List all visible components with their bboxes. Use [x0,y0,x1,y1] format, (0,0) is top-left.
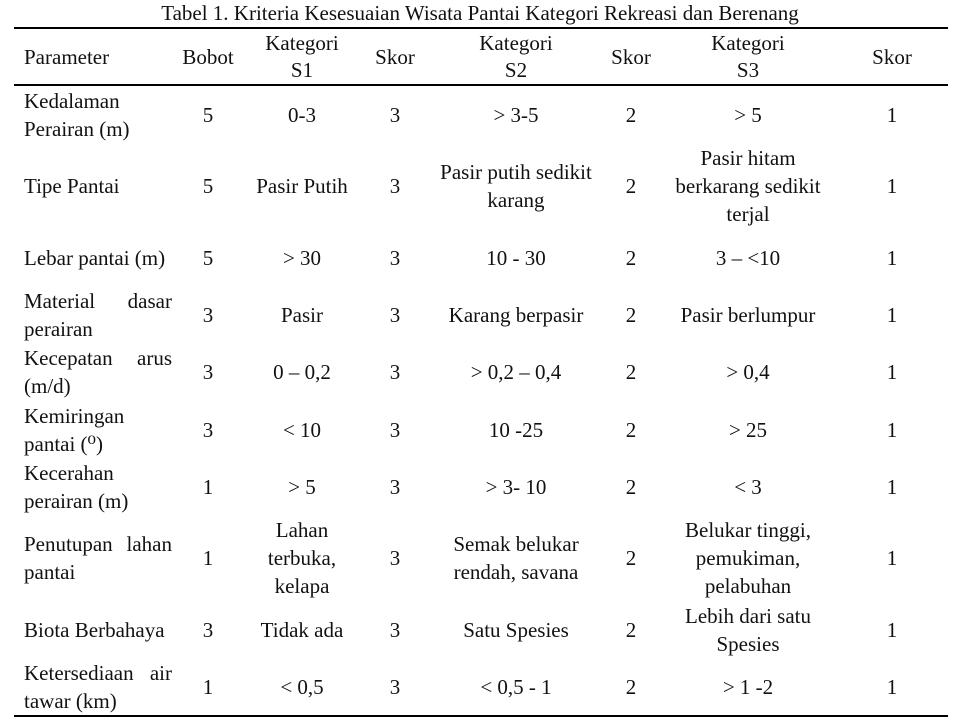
table-row [14,229,948,286]
cell-bobot: 3 [202,417,214,442]
cell-bobot: 3 [202,360,214,384]
cell-bobot: 1 [202,474,214,499]
cell-skor3: 1 [886,417,898,442]
cell-s1: Lahan terbuka, kelapa [267,518,337,598]
cell-skor1: 3 [389,474,401,499]
cell-skor1: 3 [389,674,401,699]
header-kategori-s3 [660,28,836,85]
table-row [14,286,948,343]
table-row [14,515,948,601]
cell-skor2: 2 [625,245,637,270]
header-skor-3: Skor [872,44,912,69]
header-kategori-s3-line1: Kategori [711,30,785,55]
header-parameter: Parameter [24,44,110,69]
cell-s2: Semak belukar rendah, savana [453,532,579,584]
cell-s3: Pasir berlumpur [680,302,816,327]
cell-skor3: 1 [886,360,898,384]
cell-skor2: 2 [625,360,637,384]
cell-skor1: 3 [389,617,401,642]
cell-parameter: Kemiringan pantai (⁰) [24,403,125,456]
header-skor-1: Skor [375,44,415,69]
table-row [14,143,948,229]
cell-s2: Karang berpasir [448,302,584,327]
header-kategori-s3-line2: S3 [736,57,760,82]
cell-s3: > 1 -2 [722,674,774,699]
cell-parameter: Penutupan lahan pantai [24,532,172,584]
header-bobot: Bobot [182,44,234,69]
cell-s2: Satu Spesies [463,617,569,642]
cell-s3: > 5 [734,102,762,127]
header-kategori-s1-line1: Kategori [265,30,339,55]
cell-bobot: 3 [202,302,214,327]
cell-skor3: 1 [886,174,898,198]
cell-parameter: Material dasar perairan [24,288,172,341]
cell-s3: > 0,4 [726,360,770,384]
cell-s2: Pasir putih sedikit karang [440,160,592,212]
cell-s2: 10 - 30 [486,245,546,270]
table-row [14,658,948,716]
cell-skor2: 2 [625,302,637,327]
cell-s3: < 3 [734,474,762,499]
cell-skor1: 3 [389,174,401,198]
cell-parameter: Kecepatan arus (m/d) [24,346,172,398]
cell-skor2: 2 [625,417,637,442]
cell-skor2: 2 [625,174,637,198]
cell-skor1: 3 [389,417,401,442]
cell-skor1: 3 [389,302,401,327]
cell-parameter: Kecerahan perairan (m) [24,460,129,513]
table-row [14,458,948,515]
cell-skor3: 1 [886,546,898,570]
cell-s1: 0-3 [288,102,316,127]
cell-s1: Tidak ada [260,617,344,642]
cell-skor1: 3 [389,360,401,384]
cell-s3: 3 – <10 [715,245,781,270]
cell-skor1: 3 [389,546,401,570]
cell-parameter: Lebar pantai (m) [24,245,166,270]
cell-bobot: 5 [202,245,214,270]
cell-s1: Pasir Putih [256,174,348,198]
cell-s2: 10 -25 [488,417,544,442]
cell-skor3: 1 [886,102,898,127]
cell-skor3: 1 [886,245,898,270]
cell-s1: Pasir [281,302,323,327]
table-row [14,401,948,458]
cell-bobot: 1 [202,674,214,699]
cell-s3: Pasir hitam berkarang sedikit terjal [675,146,821,226]
cell-skor2: 2 [625,674,637,699]
cell-parameter: Tipe Pantai [24,174,120,198]
cell-bobot: 5 [202,174,214,198]
cell-s1: > 5 [288,474,316,499]
cell-parameter: Kedalaman Perairan (m) [24,88,130,141]
cell-s2: > 0,2 – 0,4 [470,360,562,384]
cell-s2: > 3- 10 [485,474,547,499]
header-skor-2: Skor [611,44,651,69]
header-kategori-s2-line2: S2 [504,57,528,82]
cell-skor3: 1 [886,674,898,699]
table-row [14,343,948,401]
cell-s1: < 10 [282,417,322,442]
cell-skor1: 3 [389,102,401,127]
cell-s1: 0 – 0,2 [273,360,331,384]
cell-skor3: 1 [886,302,898,327]
cell-s2: > 3-5 [493,102,539,127]
table-row [14,85,948,143]
header-kategori-s2-line1: Kategori [479,30,553,55]
cell-bobot: 3 [202,617,214,642]
header-kategori-s2 [430,28,602,85]
cell-skor2: 2 [625,546,637,570]
cell-bobot: 1 [202,546,214,570]
cell-s2: < 0,5 - 1 [480,674,552,699]
criteria-table [14,27,948,717]
table-row [14,601,948,658]
cell-s3: Lebih dari satu Spesies [685,603,811,656]
header-kategori-s1 [244,28,360,85]
cell-s1: < 0,5 [280,674,324,699]
cell-bobot: 5 [202,102,214,127]
cell-skor2: 2 [625,102,637,127]
cell-skor2: 2 [625,474,637,499]
table-title: Tabel 1. Kriteria Kesesuaian Wisata Pantai Kategori Rekreasi dan Berenang [161,1,799,25]
cell-skor3: 1 [886,617,898,642]
header-row [14,28,948,85]
cell-s1: > 30 [282,245,322,270]
cell-skor3: 1 [886,474,898,499]
cell-parameter: Ketersediaan air tawar (km) [24,660,172,713]
header-kategori-s1-line2: S1 [290,57,314,82]
cell-skor2: 2 [625,617,637,642]
cell-s3: > 25 [728,417,768,442]
cell-parameter: Biota Berbahaya [24,617,165,642]
cell-s3: Belukar tinggi, pemukiman, pelabuhan [685,518,811,598]
cell-skor1: 3 [389,245,401,270]
